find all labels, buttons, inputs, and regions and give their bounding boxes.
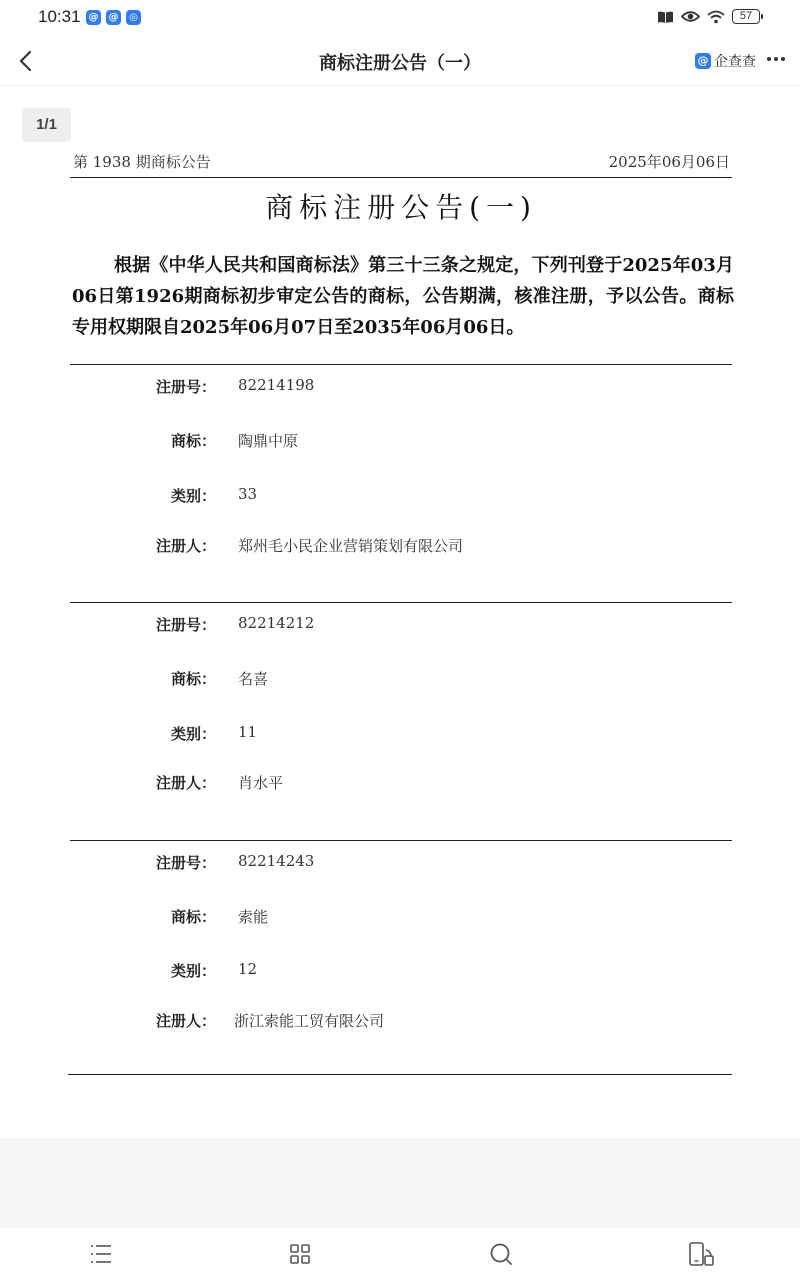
notification-app-icon: ◎ [126,10,141,25]
issue-number: 第 1938 期商标公告 [73,153,211,171]
registrant-value: 郑州毛小民企业营销策划有限公司 [238,537,464,555]
brand-logo [695,51,756,71]
document-intro: 根据《中华人民共和国商标法》第三十三条之规定，下列刊登于2025年03月06日第1926期商标初步审定公告的商标，公告期满，核准注册，予以公告。商标专用权期限自2025年06月07日至2035年06月06日。 [72,255,734,338]
class-value: 33 [238,485,258,503]
registrant-value: 浙江索能工贸有限公司 [234,1012,385,1030]
reg-no-value: 82214243 [238,852,315,870]
document-title: 商标注册公告(一) [265,191,537,224]
class-value: 12 [238,960,258,978]
trademark-label: 商标： [170,432,216,450]
class-label: 类别： [170,487,216,505]
book-icon [657,10,674,24]
class-label: 类别： [170,962,216,980]
status-app-icons [86,10,141,25]
search-button[interactable] [487,1240,515,1268]
footer-rule [68,1074,732,1075]
brand-name: 企查查 [714,54,756,70]
entry-divider [70,364,732,365]
page-indicator: 1/1 [22,108,71,142]
more-options-button[interactable] [762,44,790,74]
trademark-label: 商标： [170,670,216,688]
issue-date: 2025年06月06日 [608,153,730,171]
trademark-value: 索能 [238,908,269,926]
entry-divider [70,602,732,603]
reg-no-label: 注册号： [155,378,216,396]
registrant-value: 肖水平 [238,774,284,792]
notification-app-icon: @ [86,10,101,25]
reg-no-value: 82214212 [238,614,315,632]
page-title: 商标注册公告（一） [319,53,481,74]
header-rule [70,177,732,178]
class-label: 类别： [170,725,216,743]
dot-icon [781,57,785,61]
status-bar [0,0,800,36]
battery-icon: 57 [732,9,760,24]
search-icon [489,1242,513,1266]
eye-icon [681,10,700,23]
list-icon [89,1243,113,1265]
bottom-toolbar [0,1228,800,1280]
registrant-label: 注册人： [155,537,216,555]
registrant-label: 注册人： [155,1012,216,1030]
grid-icon [289,1243,311,1265]
reg-no-label: 注册号： [155,616,216,634]
dot-icon [767,57,771,61]
registrant-label: 注册人： [155,774,216,792]
trademark-label: 商标： [170,908,216,926]
trademark-value: 名喜 [238,670,269,688]
thumbnails-button[interactable] [286,1240,314,1268]
trademark-value: 陶鼎中原 [238,432,299,450]
status-indicators [657,9,760,24]
entry-divider [70,840,732,841]
rotate-screen-icon [688,1242,714,1266]
brand-icon: @ [695,53,711,69]
dot-icon [774,57,778,61]
page-gap [0,1138,800,1228]
reg-no-value: 82214198 [238,376,315,394]
status-time: 10:31 [38,7,81,26]
wifi-icon [707,10,725,24]
class-value: 11 [238,723,258,741]
outline-button[interactable] [87,1240,115,1268]
reg-no-label: 注册号： [155,854,216,872]
rotate-screen-button[interactable] [687,1240,715,1268]
app-header [0,36,800,86]
notification-app-icon: @ [106,10,121,25]
